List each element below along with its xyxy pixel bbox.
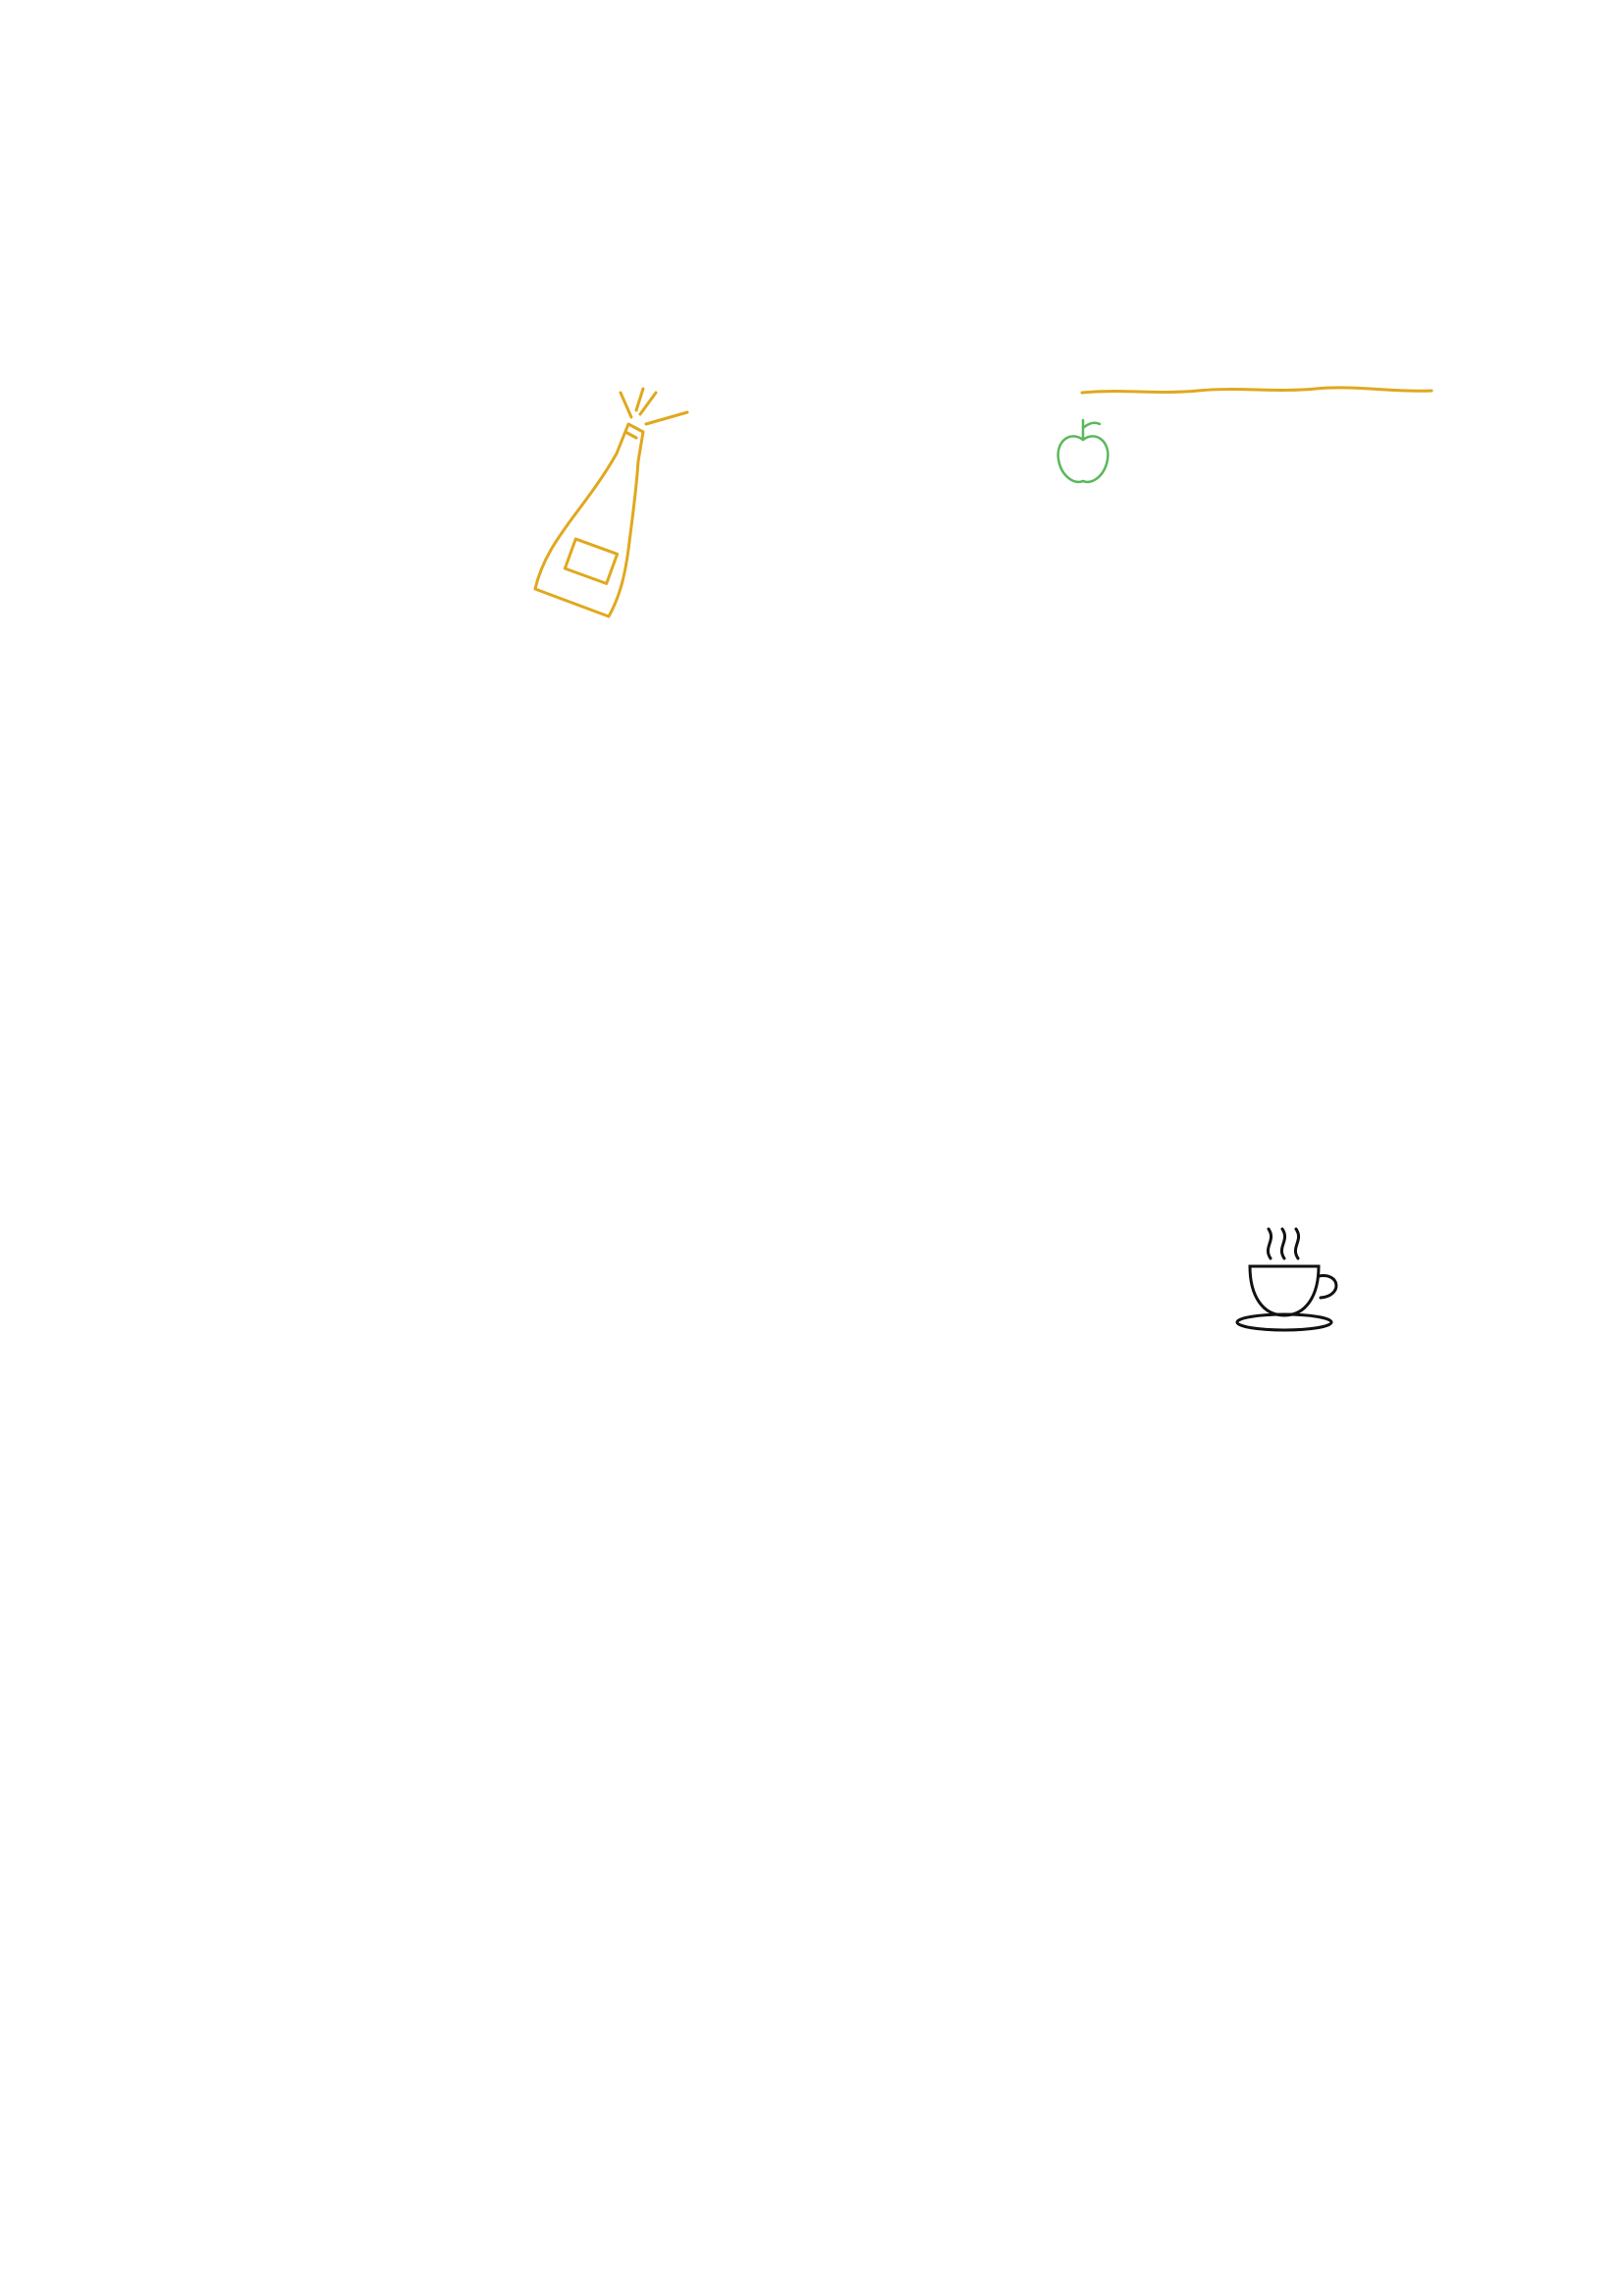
coffee-cup-icon <box>1237 1229 1336 1330</box>
bottle-icon <box>535 389 687 616</box>
apple-icon <box>1058 420 1109 482</box>
orange-squiggle-icon <box>1082 388 1432 393</box>
